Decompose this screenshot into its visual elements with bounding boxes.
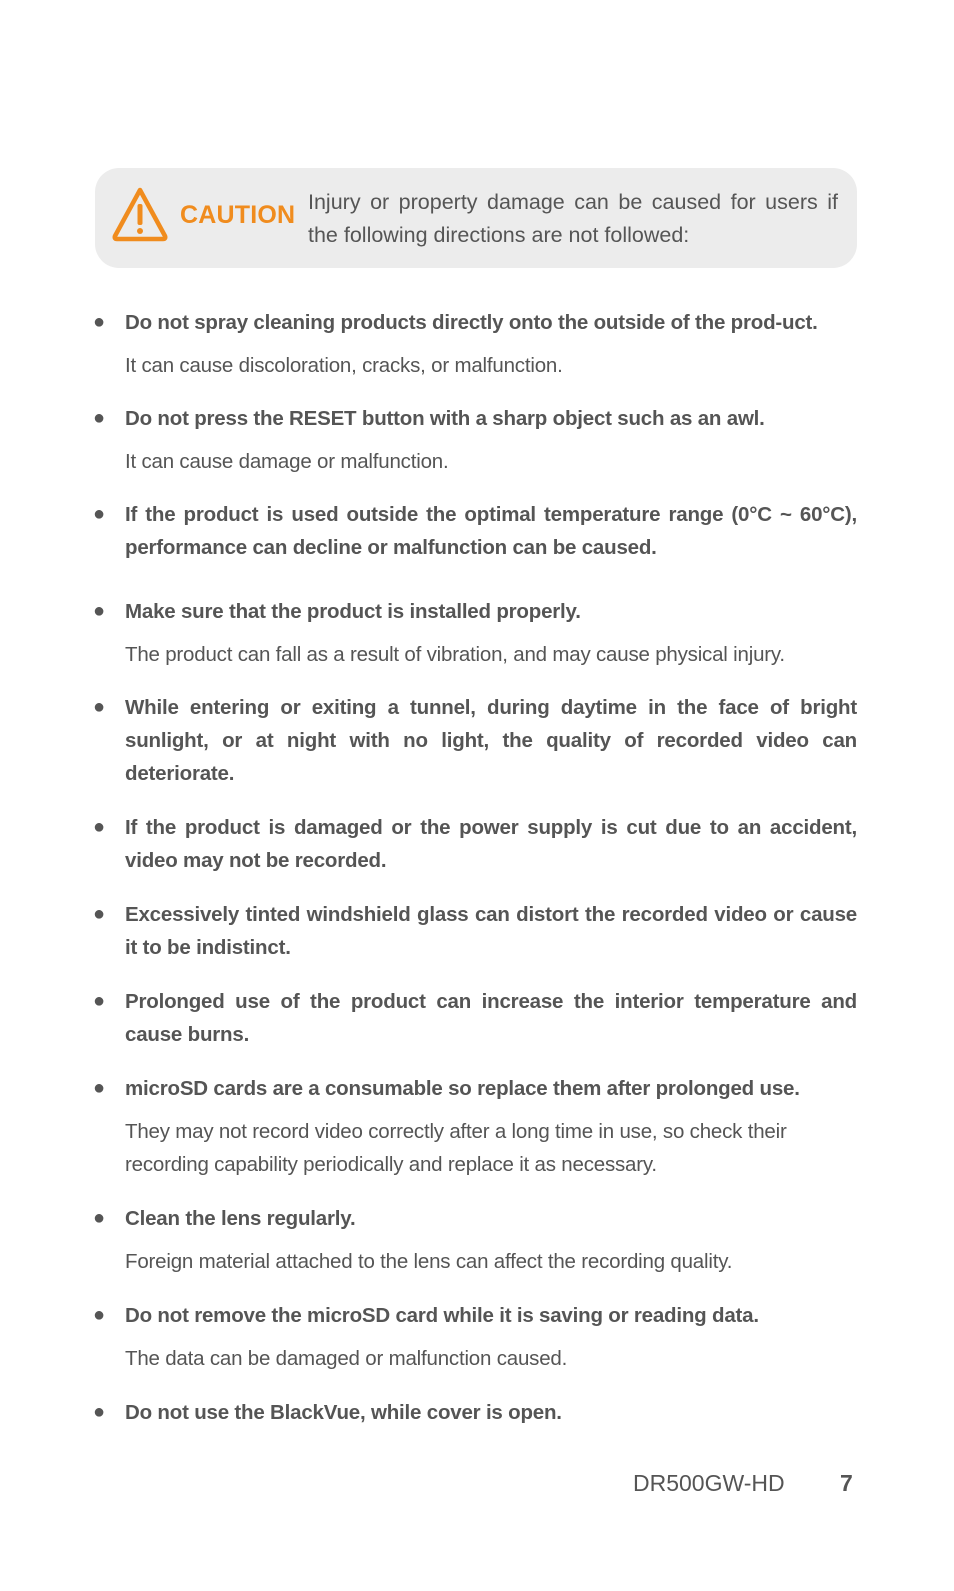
bullet-icon: ● <box>93 990 106 1012</box>
caution-box <box>95 168 857 268</box>
item-title: If the product is damaged or the power supply is cut due to an accident, video may not be recorded. <box>125 816 857 872</box>
bullet-icon: ● <box>93 1077 106 1099</box>
bullet-icon: ● <box>93 503 106 525</box>
list-item <box>93 306 857 382</box>
list-item <box>93 595 857 671</box>
bullet-icon: ● <box>93 1304 106 1326</box>
bullet-icon: ● <box>93 696 106 718</box>
caution-text: Injury or property damage can be caused for users if the following directions are not followed: <box>308 190 838 247</box>
list-item <box>93 898 857 964</box>
item-title: Do not use the BlackVue, while cover is open. <box>125 1401 562 1424</box>
footer-model: DR500GW-HD <box>633 1470 785 1496</box>
list-item <box>93 498 857 564</box>
item-title: microSD cards are a consumable so replace them after prolonged use. <box>125 1077 800 1100</box>
item-desc: Foreign material attached to the lens can affect the recording quality. <box>125 1250 733 1273</box>
page-number: 7 <box>840 1470 853 1496</box>
item-desc: They may not record video correctly after a long time in use, so check their recording capability periodically and replace it as necessary. <box>125 1120 787 1176</box>
bullet-icon: ● <box>93 1401 106 1423</box>
list-item <box>93 1299 857 1375</box>
warning-triangle-icon <box>111 186 169 242</box>
item-desc: It can cause discoloration, cracks, or malfunction. <box>125 354 563 377</box>
bullet-icon: ● <box>93 816 106 838</box>
item-title: While entering or exiting a tunnel, during daytime in the face of bright sunlight, or at night with no light, the quality of recorded video can deteriorate. <box>125 696 857 785</box>
caution-list <box>93 306 857 1429</box>
item-desc: It can cause damage or malfunction. <box>125 450 449 473</box>
bullet-icon: ● <box>93 600 106 622</box>
list-item <box>93 985 857 1051</box>
item-title: Clean the lens regularly. <box>125 1207 356 1230</box>
item-title: Excessively tinted windshield glass can distort the recorded video or cause it to be indistinct. <box>125 903 857 959</box>
caution-label: CAUTION <box>180 201 296 229</box>
list-item <box>93 811 857 877</box>
item-title: Make sure that the product is installed properly. <box>125 600 581 623</box>
list-item <box>93 402 857 478</box>
item-title: Do not spray cleaning products directly onto the outside of the prod-uct. <box>125 311 818 334</box>
bullet-icon: ● <box>93 1207 106 1229</box>
bullet-icon: ● <box>93 311 106 333</box>
item-desc: The data can be damaged or malfunction caused. <box>125 1347 568 1370</box>
bullet-icon: ● <box>93 407 106 429</box>
list-item <box>93 1202 857 1278</box>
item-title: If the product is used outside the optimal temperature range (0°C ~ 60°C), performance can decline or malfunction can be caused. <box>125 503 857 559</box>
list-item <box>93 1072 857 1181</box>
list-item <box>93 691 857 790</box>
bullet-icon: ● <box>93 903 106 925</box>
item-title: Prolonged use of the product can increase the interior temperature and cause burns. <box>125 990 857 1046</box>
item-title: Do not press the RESET button with a sharp object such as an awl. <box>125 407 765 430</box>
item-title: Do not remove the microSD card while it is saving or reading data. <box>125 1304 759 1327</box>
list-item <box>93 1396 857 1429</box>
item-desc: The product can fall as a result of vibration, and may cause physical injury. <box>125 643 785 666</box>
